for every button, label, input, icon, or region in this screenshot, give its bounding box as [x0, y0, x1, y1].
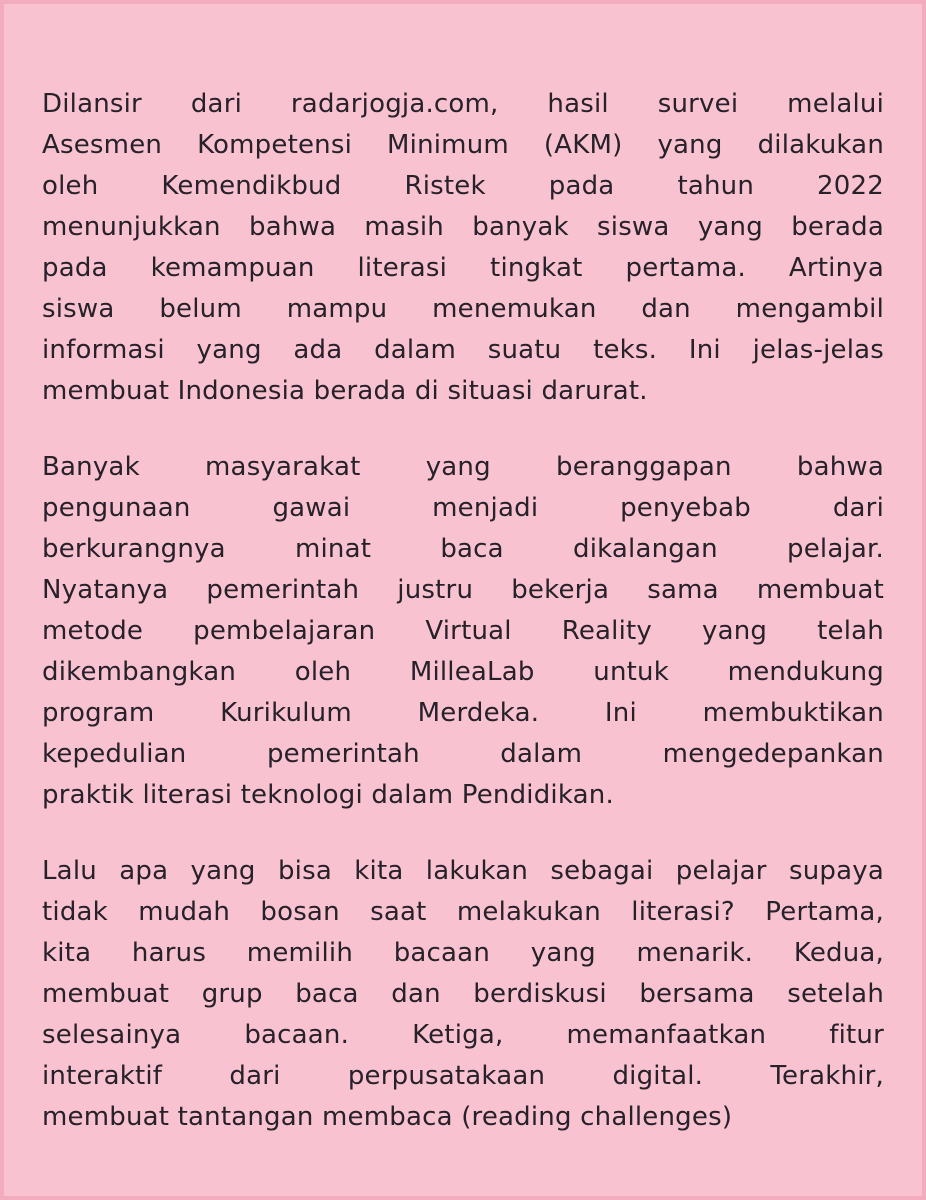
text-line: oleh Kemendikbud Ristek pada tahun 2022 — [42, 171, 884, 201]
text-line: membuat Indonesia berada di situasi darurat. — [42, 376, 648, 406]
text-line: Dilansir dari radarjogja.com, hasil survei melalui — [42, 89, 884, 119]
text-line: membuat grup baca dan berdiskusi bersama setelah — [42, 979, 884, 1009]
text-line: tidak mudah bosan saat melakukan literasi? Pertama, — [42, 897, 884, 927]
text-line: Banyak masyarakat yang beranggapan bahwa — [42, 452, 884, 482]
text-line: program Kurikulum Merdeka. Ini membuktikan — [42, 698, 884, 728]
text-line: metode pembelajaran Virtual Reality yang telah — [42, 616, 884, 646]
text-line: menunjukkan bahwa masih banyak siswa yang berada — [42, 212, 884, 242]
text-line: informasi yang ada dalam suatu teks. Ini jelas-jelas — [42, 335, 884, 365]
text-line: pengunaan gawai menjadi penyebab dari — [42, 493, 884, 523]
text-content — [42, 84, 884, 1173]
text-line: praktik literasi teknologi dalam Pendidikan. — [42, 780, 614, 810]
text-line: berkurangnya minat baca dikalangan pelajar. — [42, 534, 884, 564]
text-line: siswa belum mampu menemukan dan mengambil — [42, 294, 884, 324]
text-line: Lalu apa yang bisa kita lakukan sebagai pelajar supaya — [42, 856, 884, 886]
text-line: selesainya bacaan. Ketiga, memanfaatkan fitur — [42, 1020, 884, 1050]
text-line: dikembangkan oleh MilleaLab untuk mendukung — [42, 657, 884, 687]
paragraph — [42, 447, 884, 816]
paragraph — [42, 851, 884, 1138]
text-line: membuat tantangan membaca (reading challenges) — [42, 1102, 733, 1132]
text-line: Nyatanya pemerintah justru bekerja sama membuat — [42, 575, 884, 605]
text-line: kepedulian pemerintah dalam mengedepankan — [42, 739, 884, 769]
text-line: interaktif dari perpusatakaan digital. Terakhir, — [42, 1061, 884, 1091]
text-line: kita harus memilih bacaan yang menarik. Kedua, — [42, 938, 884, 968]
text-line: pada kemampuan literasi tingkat pertama. Artinya — [42, 253, 884, 283]
paragraph — [42, 84, 884, 412]
text-line: Asesmen Kompetensi Minimum (AKM) yang dilakukan — [42, 130, 884, 160]
